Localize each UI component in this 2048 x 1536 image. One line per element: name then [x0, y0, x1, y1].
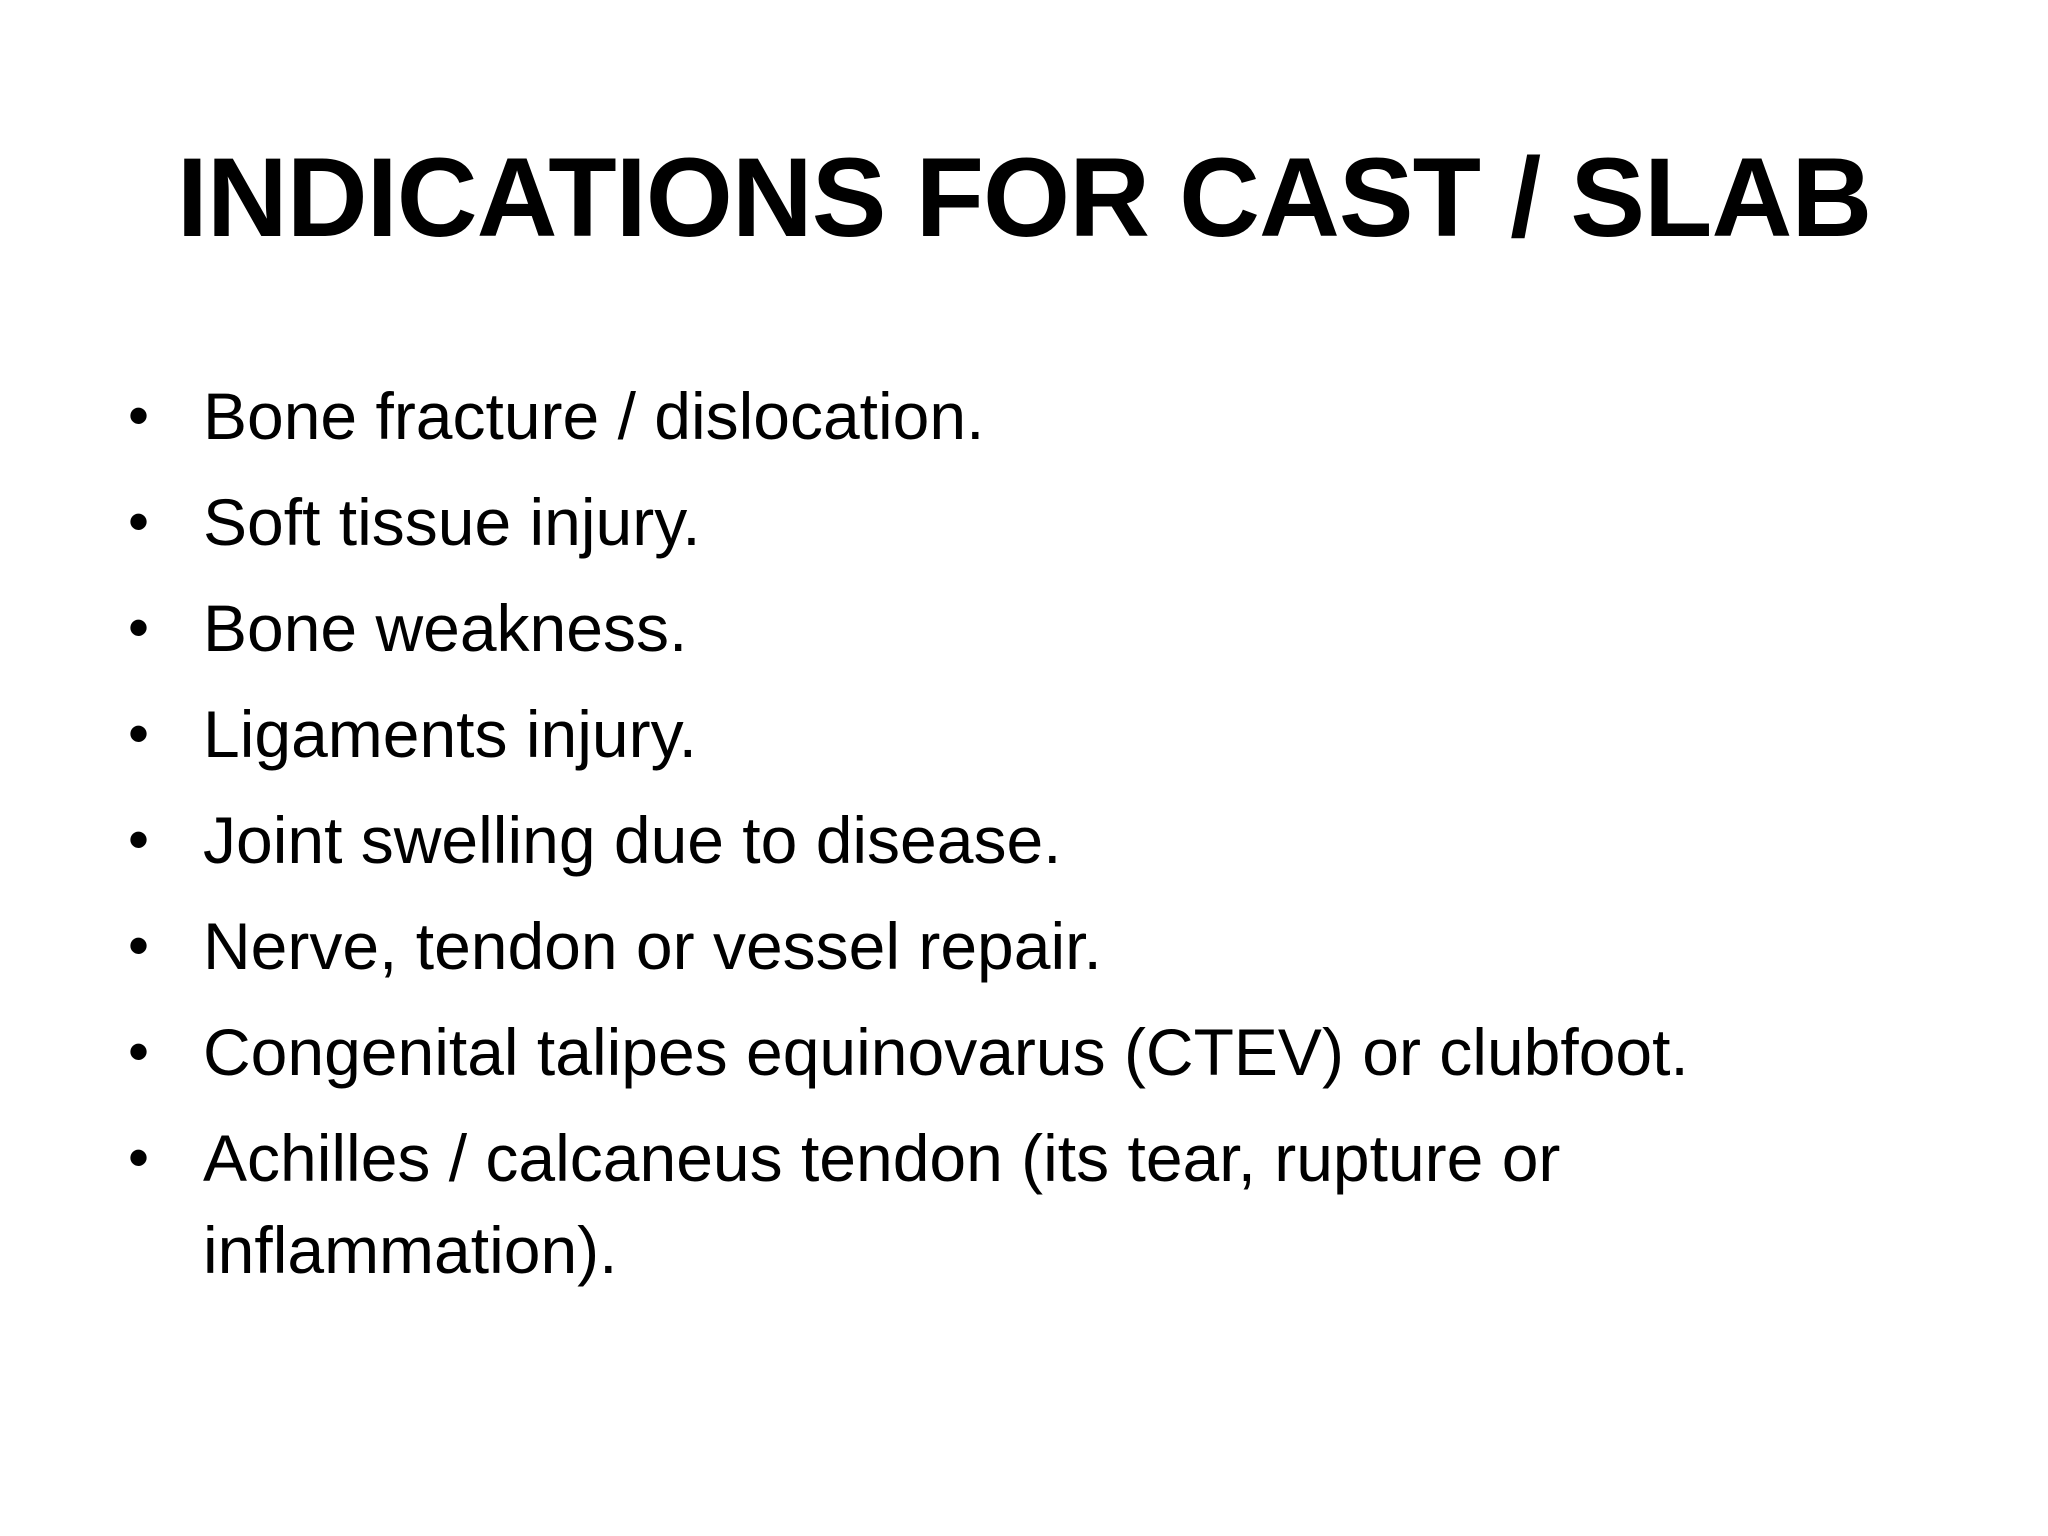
bullet-icon: •	[128, 1018, 150, 1085]
bullet-item	[128, 582, 1948, 674]
bullet-item	[128, 1112, 1948, 1296]
bullet-icon: •	[128, 382, 150, 449]
bullet-text: Joint swelling due to disease.	[203, 803, 1062, 877]
bullet-text: Ligaments injury.	[203, 697, 698, 771]
bullet-icon: •	[128, 806, 150, 873]
bullet-icon: •	[128, 488, 150, 555]
bullet-icon: •	[128, 700, 150, 767]
bullet-icon: •	[128, 1124, 150, 1191]
bullet-item	[128, 370, 1948, 462]
bullet-item	[128, 476, 1948, 568]
slide-title: INDICATIONS FOR CAST / SLAB	[176, 135, 1872, 260]
bullet-item	[128, 688, 1948, 780]
bullet-item	[128, 794, 1948, 886]
bullet-text: Soft tissue injury.	[203, 485, 701, 559]
bullet-icon: •	[128, 594, 150, 661]
bullet-icon: •	[128, 912, 150, 979]
bullet-text: Bone fracture / dislocation.	[203, 379, 985, 453]
bullet-text: Achilles / calcaneus tendon (its tear, rupture or inflammation).	[203, 1121, 1561, 1287]
bullet-item	[128, 1006, 1948, 1098]
bullet-text: Nerve, tendon or vessel repair.	[203, 909, 1102, 983]
bullet-item	[128, 900, 1948, 992]
bullet-text: Bone weakness.	[203, 591, 688, 665]
bullet-text: Congenital talipes equinovarus (CTEV) or clubfoot.	[203, 1015, 1689, 1089]
bullet-list	[128, 370, 1948, 1310]
